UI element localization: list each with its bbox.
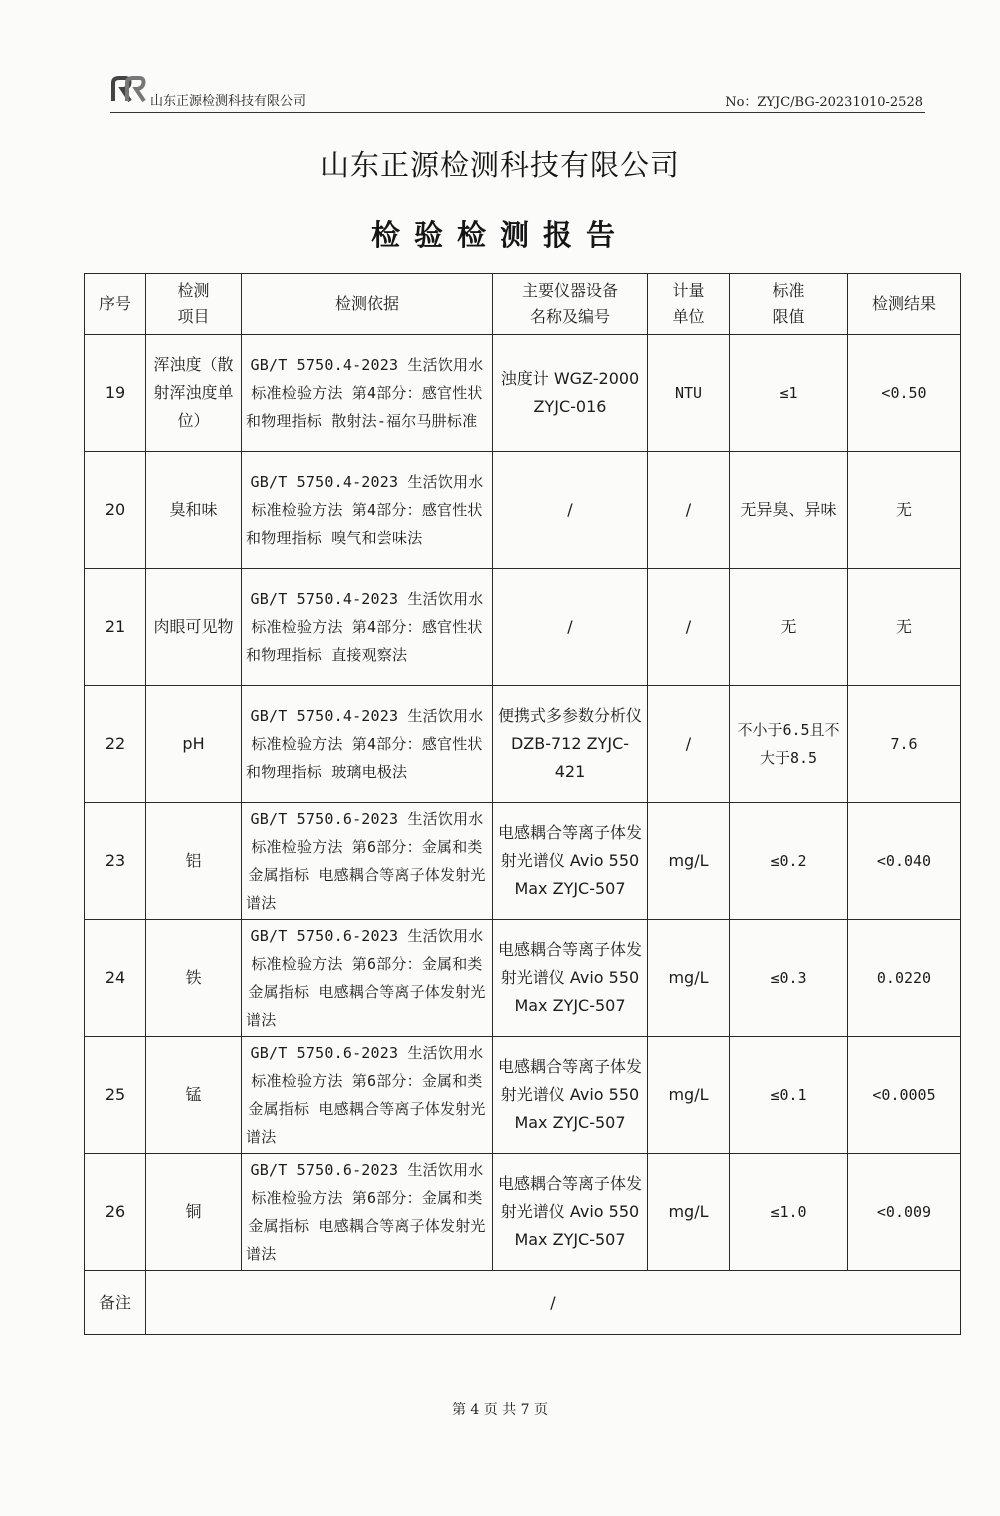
row-seq: 21 (85, 569, 146, 686)
row-basis: GB/T 5750.4-2023 生活饮用水标准检验方法 第4部分：感官性状和物理指标 散射法-福尔马肼标准 (242, 335, 493, 452)
row-result: <0.040 (848, 803, 961, 920)
row-item: 铝 (146, 803, 242, 920)
header-basis: 检测依据 (242, 274, 493, 335)
row-result: 无 (848, 452, 961, 569)
row-instrument: 浊度计 WGZ-2000 ZYJC-016 (493, 335, 648, 452)
header-limit-line2: 限值 (772, 307, 805, 326)
remark-label: 备注 (85, 1271, 146, 1335)
row-limit: ≤0.3 (730, 920, 848, 1037)
row-item: 臭和味 (146, 452, 242, 569)
row-basis: GB/T 5750.6-2023 生活饮用水标准检验方法 第6部分：金属和类金属指标 电感耦合等离子体发射光谱法 (242, 1154, 493, 1271)
header-unit (648, 274, 730, 335)
header-item (146, 274, 242, 335)
row-item: 铜 (146, 1154, 242, 1271)
row-seq: 22 (85, 686, 146, 803)
row-unit: mg/L (648, 920, 730, 1037)
table-row (85, 686, 961, 803)
row-result: <0.009 (848, 1154, 961, 1271)
remark-value: / (146, 1271, 961, 1335)
table-row (85, 569, 961, 686)
page-title: 山东正源检测科技有限公司 (319, 148, 680, 182)
row-seq: 19 (85, 335, 146, 452)
report-subtitle: 检验检测报告 (370, 218, 629, 252)
table-header-row (85, 274, 961, 335)
header-company-name: 山东正源检测科技有限公司 (150, 94, 307, 109)
row-basis: GB/T 5750.6-2023 生活饮用水标准检验方法 第6部分：金属和类金属指标 电感耦合等离子体发射光谱法 (242, 920, 493, 1037)
row-basis: GB/T 5750.6-2023 生活饮用水标准检验方法 第6部分：金属和类金属指标 电感耦合等离子体发射光谱法 (242, 1037, 493, 1154)
page-number: 第 4 页 共 7 页 (451, 1402, 549, 1418)
row-result: 7.6 (848, 686, 961, 803)
header-seq: 序号 (85, 274, 146, 335)
row-instrument: / (493, 452, 648, 569)
header-instrument (493, 274, 648, 335)
table-row (85, 803, 961, 920)
row-seq: 20 (85, 452, 146, 569)
row-unit: NTU (648, 335, 730, 452)
row-item: 浑浊度（散射浑浊度单位） (146, 335, 242, 452)
row-basis: GB/T 5750.4-2023 生活饮用水标准检验方法 第4部分：感官性状和物理指标 嗅气和尝味法 (242, 452, 493, 569)
header-instrument-line2: 名称及编号 (529, 307, 610, 326)
header-instrument-line1: 主要仪器设备 (521, 281, 618, 300)
row-item: 肉眼可见物 (146, 569, 242, 686)
row-seq: 26 (85, 1154, 146, 1271)
row-instrument: / (493, 569, 648, 686)
row-instrument: 便携式多参数分析仪 DZB-712 ZYJC-421 (493, 686, 648, 803)
row-instrument: 电感耦合等离子体发射光谱仪 Avio 550 Max ZYJC-507 (493, 1154, 648, 1271)
row-limit: 无 (730, 569, 848, 686)
report-number: No：ZYJC/BG-20231010-2528 (725, 95, 923, 110)
row-item: 锰 (146, 1037, 242, 1154)
row-basis: GB/T 5750.4-2023 生活饮用水标准检验方法 第4部分：感官性状和物理指标 直接观察法 (242, 569, 493, 686)
header-unit-line2: 单位 (672, 307, 705, 326)
row-limit: ≤1 (730, 335, 848, 452)
table-row (85, 1154, 961, 1271)
row-seq: 23 (85, 803, 146, 920)
row-unit: mg/L (648, 803, 730, 920)
row-limit: 不小于6.5且不大于8.5 (730, 686, 848, 803)
header-limit (730, 274, 848, 335)
row-unit: / (648, 686, 730, 803)
table-row (85, 1037, 961, 1154)
row-basis: GB/T 5750.6-2023 生活饮用水标准检验方法 第6部分：金属和类金属指标 电感耦合等离子体发射光谱法 (242, 803, 493, 920)
header-item-line1: 检测 (177, 281, 210, 300)
row-unit: / (648, 569, 730, 686)
row-result: <0.0005 (848, 1037, 961, 1154)
row-result: 无 (848, 569, 961, 686)
row-limit: 无异臭、异味 (730, 452, 848, 569)
row-item: 铁 (146, 920, 242, 1037)
row-instrument: 电感耦合等离子体发射光谱仪 Avio 550 Max ZYJC-507 (493, 803, 648, 920)
header-unit-line1: 计量 (672, 281, 705, 300)
row-limit: ≤0.2 (730, 803, 848, 920)
company-logo-icon (110, 74, 148, 104)
page-header (110, 72, 925, 113)
table-row (85, 335, 961, 452)
row-result: 0.0220 (848, 920, 961, 1037)
row-unit: mg/L (648, 1154, 730, 1271)
row-basis: GB/T 5750.4-2023 生活饮用水标准检验方法 第4部分：感官性状和物理指标 玻璃电极法 (242, 686, 493, 803)
row-unit: / (648, 452, 730, 569)
row-instrument: 电感耦合等离子体发射光谱仪 Avio 550 Max ZYJC-507 (493, 1037, 648, 1154)
row-seq: 24 (85, 920, 146, 1037)
row-unit: mg/L (648, 1037, 730, 1154)
results-table (84, 273, 961, 1335)
row-item: pH (146, 686, 242, 803)
table-row (85, 920, 961, 1037)
row-instrument: 电感耦合等离子体发射光谱仪 Avio 550 Max ZYJC-507 (493, 920, 648, 1037)
row-limit: ≤1.0 (730, 1154, 848, 1271)
header-result: 检测结果 (848, 274, 961, 335)
header-item-line2: 项目 (177, 307, 210, 326)
row-limit: ≤0.1 (730, 1037, 848, 1154)
remark-row (85, 1271, 961, 1335)
header-limit-line1: 标准 (772, 281, 805, 300)
row-result: <0.50 (848, 335, 961, 452)
row-seq: 25 (85, 1037, 146, 1154)
table-row (85, 452, 961, 569)
